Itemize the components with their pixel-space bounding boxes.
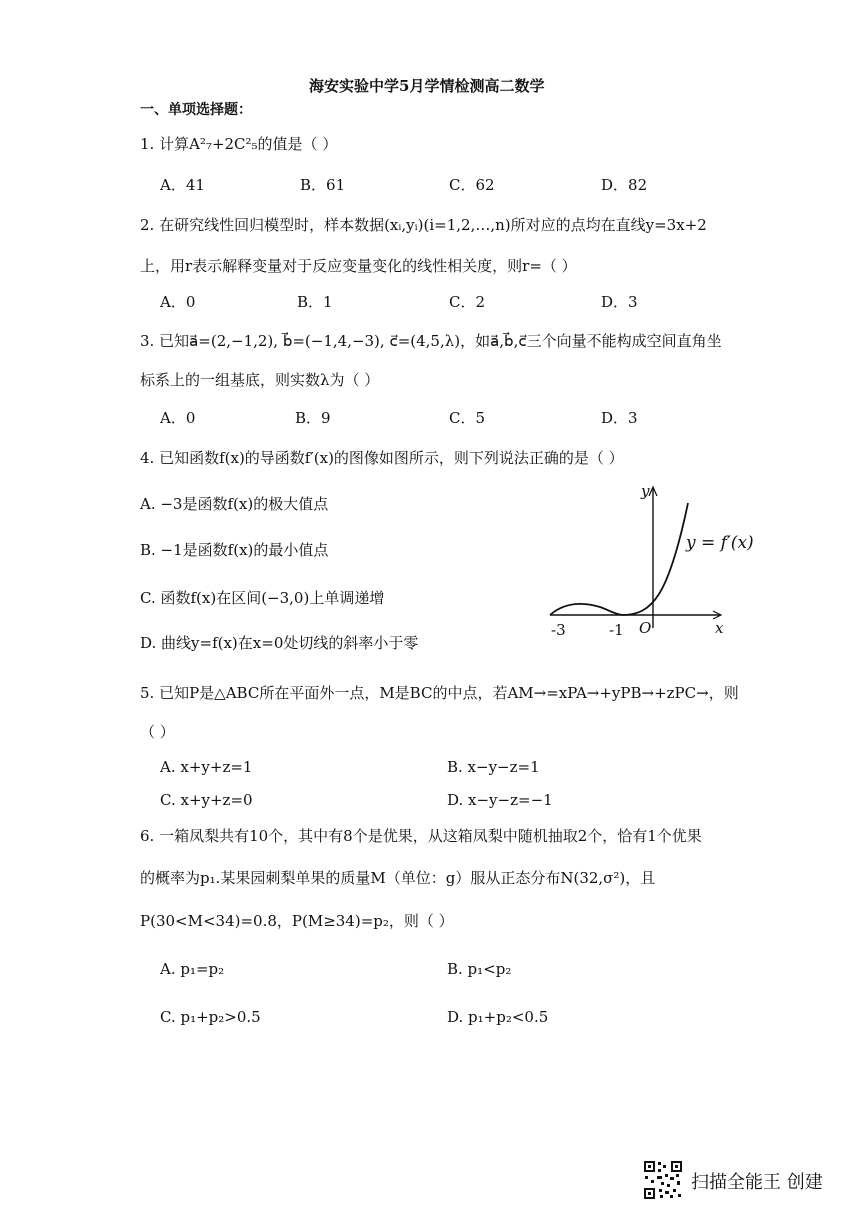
question-5-line-2: （ ） (140, 723, 175, 741)
origin-label: O (639, 619, 652, 637)
q1-option-b: B．61 (300, 176, 346, 194)
q2-option-d: D．3 (601, 293, 638, 311)
question-2-line-2: 上，用r表示解释变量对于反应变量变化的线性相关度，则r=（ ） (140, 257, 577, 275)
q2-option-b: B．1 (297, 293, 333, 311)
q4-option-b: B. −1是函数f(x)的最小值点 (140, 541, 329, 559)
q4-option-a: A. −3是函数f(x)的极大值点 (140, 495, 329, 513)
q2-option-a: A．0 (160, 293, 196, 311)
question-6-line-3: P(30<M<34)=0.8，P(M≥34)=p₂，则（ ） (140, 912, 454, 930)
q1-option-d: D．82 (601, 176, 648, 194)
q5-option-a: A. x+y+z=1 (160, 758, 253, 776)
q3-option-b: B．9 (295, 409, 331, 427)
question-1-text: 1. 计算A²₇+2C²₅的值是（ ） (140, 135, 338, 153)
y-axis-label: y (641, 482, 650, 500)
derivative-curve (550, 503, 688, 615)
tick-label-neg1: -1 (609, 621, 624, 638)
q1-option-c: C．62 (449, 176, 495, 194)
question-4-text: 4. 已知函数f(x)的导函数f′(x)的图像如图所示，则下列说法正确的是（ ） (140, 449, 624, 467)
q6-option-a: A. p₁=p₂ (160, 960, 225, 978)
q3-option-d: D．3 (601, 409, 638, 427)
tick-label-neg3: -3 (551, 621, 566, 638)
q1-option-a: A．41 (160, 176, 205, 194)
x-axis-label: x (715, 619, 724, 637)
q6-option-b: B. p₁<p₂ (447, 960, 512, 978)
question-6-line-1: 6. 一箱凤梨共有10个，其中有8个是优果，从这箱凤梨中随机抽取2个，恰有1个优果 (140, 827, 702, 845)
watermark-text: 扫描全能王 创建 (691, 1172, 823, 1193)
question-5-line-1: 5. 已知P是△ABC所在平面外一点，M是BC的中点，若AM→=xPA→+yPB→+zPC→，则 (140, 684, 739, 702)
section-heading: 一、单项选择题： (140, 102, 252, 118)
q4-option-d: D. 曲线y=f(x)在x=0处切线的斜率小于零 (140, 634, 419, 652)
question-3-line-1: 3. 已知a⃗=(2,−1,2), b⃗=(−1,4,−3), c⃗=(4,5,λ)，如a⃗,b⃗,c⃗三个向量不能构成空间直角坐 (140, 332, 722, 350)
q5-option-d: D. x−y−z=−1 (447, 791, 553, 809)
q3-option-c: C．5 (449, 409, 486, 427)
q6-option-c: C. p₁+p₂>0.5 (160, 1008, 261, 1026)
page-title: 海安实验中学5月学情检测高二数学 (309, 77, 545, 95)
curve-label: y = f′(x) (686, 533, 754, 553)
qr-code-icon (643, 1160, 683, 1200)
q3-option-a: A．0 (160, 409, 196, 427)
question-3-line-2: 标系上的一组基底，则实数λ为（ ） (140, 371, 380, 389)
question-6-line-2: 的概率为p₁.某果园刺梨单果的质量M（单位：g）服从正态分布N(32,σ²)，且 (140, 869, 656, 887)
q4-option-c: C. 函数f(x)在区间(−3,0)上单调递增 (140, 589, 385, 607)
question-2-line-1: 2. 在研究线性回归模型时，样本数据(xᵢ,yᵢ)(i=1,2,…,n)所对应的点均在直线y=3x+2 (140, 216, 707, 234)
q5-option-b: B. x−y−z=1 (447, 758, 540, 776)
derivative-graph (545, 478, 775, 638)
q2-option-c: C．2 (449, 293, 486, 311)
q5-option-c: C. x+y+z=0 (160, 791, 253, 809)
q6-option-d: D. p₁+p₂<0.5 (447, 1008, 549, 1026)
